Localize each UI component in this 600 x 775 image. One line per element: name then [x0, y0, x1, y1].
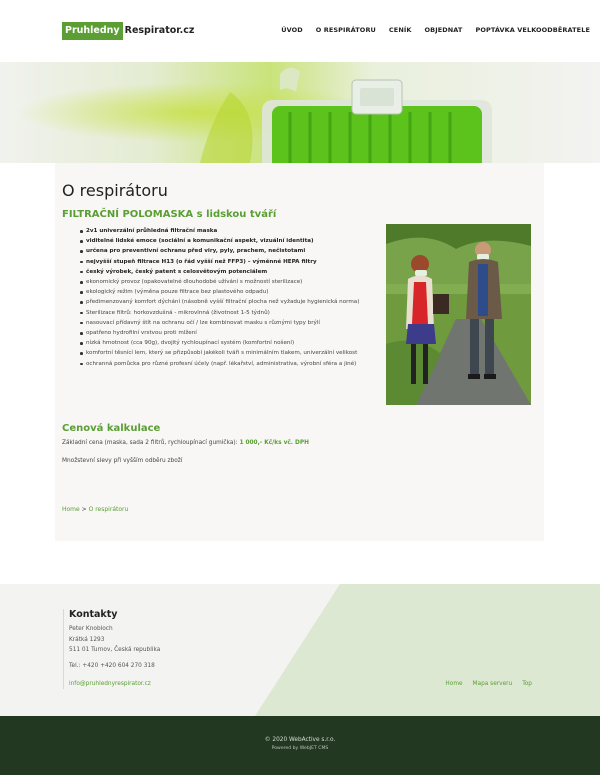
breadcrumb [62, 506, 128, 513]
feature-item: český výrobek, český patent s celosvětovým potenciálem [86, 267, 376, 277]
main-navigation [268, 26, 590, 34]
site-logo[interactable] [62, 22, 194, 40]
price-label: Základní cena (maska, sada 2 filtrů, rychloupínací gumička): [62, 440, 238, 446]
footer-link-home[interactable]: Home [445, 681, 463, 687]
feature-item: předimenzovaný komfort dýchání (násobně vyšší filtrační plocha než vyžaduje hygienická norma) [86, 297, 376, 307]
feature-item: 2v1 univerzální průhledná filtrační maska [86, 226, 376, 236]
feature-item: určena pro preventivní ochranu před viry, pyly, prachem, nečistotami [86, 246, 376, 256]
breadcrumb-current[interactable]: O respirátoru [88, 506, 129, 513]
footer-links [435, 681, 532, 687]
contact-street: Krátká 1293 [69, 637, 105, 643]
contacts-title: Kontakty [69, 609, 118, 620]
contact-email-link[interactable]: info@pruhlednyrespirator.cz [69, 681, 151, 687]
copyright: © 2020 WebActive s.r.o. [264, 737, 336, 743]
logo-text: Respirator.cz [124, 25, 195, 36]
footer-link-sitemap[interactable]: Mapa serveru [472, 681, 513, 687]
feature-item: komfortní těsnící lem, který se přizpůsobí jakékoli tváři s minimálním tlakem, univerzální velikost [86, 348, 376, 358]
feature-item: nejvyšší stupeň filtrace H13 (o řád vyšší než FFP3) – výměnné HEPA filtry [86, 257, 376, 267]
nav-item-o-respiratoru[interactable]: O RESPIRÁTORU [315, 26, 376, 34]
contact-name: Peter Knobloch [69, 626, 113, 632]
price-value: 1 000,- Kč/ks vč. DPH [239, 440, 309, 446]
price-line [62, 440, 309, 446]
nav-item-poptavka[interactable]: POPTÁVKA VELKOODBĚRATELE [475, 26, 590, 34]
feature-item: viditelné lidské emoce (sociální a komunikační aspekt, vizuální identita) [86, 236, 376, 246]
nav-item-cenik[interactable]: CENÍK [388, 26, 412, 34]
breadcrumb-home[interactable]: Home [62, 506, 80, 513]
feature-item: opatřeno hydrofilní vrstvou proti mlžení [86, 328, 376, 338]
price-calc-title: Cenová kalkulace [62, 423, 161, 434]
feature-item: Sterilizace filtrů: horkovzdušná - mikrovlnná (životnost 1-5 týdnů) [86, 308, 376, 318]
contact-divider [63, 609, 64, 689]
page-title: O respirátoru [62, 181, 168, 200]
powered-by[interactable]: Powered by WebJET CMS [271, 746, 329, 751]
feature-item: ekonomický provoz (opakovatelné dlouhodobé užívání s možností sterilizace) [86, 277, 376, 287]
feature-list [86, 226, 376, 369]
product-photo [386, 224, 531, 405]
contact-city: 511 01 Turnov, Česká republika [69, 647, 161, 653]
page-subtitle: FILTRAČNÍ POLOMASKA s lidskou tváří [62, 209, 277, 220]
feature-item: ochranná pomůcka pro různé profesní účely (např. lékařství, administrativa, výrobní sféra a jiné) [86, 359, 376, 369]
site-header [0, 0, 600, 62]
feature-item: ekologický režim (výměna pouze filtrace bez plastového odpadu) [86, 287, 376, 297]
discount-note: Množstevní slevy při vyšším odběru zboží [62, 458, 183, 464]
feature-item: nasouvací přídavný štít na ochranu očí / lze kombinovat masku s různými typy brýlí [86, 318, 376, 328]
nav-item-uvod[interactable]: ÚVOD [281, 26, 303, 34]
logo-highlight: Pruhledny [62, 22, 123, 40]
hero-image [0, 62, 600, 163]
contact-phone: Tel.: +420 +420 604 270 318 [69, 663, 155, 669]
breadcrumb-separator: > [81, 506, 87, 513]
nav-item-objednat[interactable]: OBJEDNAT [424, 26, 463, 34]
feature-item: nízká hmotnost (cca 90g), dvojitý rychloupínací systém (komfortní nošení) [86, 338, 376, 348]
footer-link-top[interactable]: Top [522, 681, 532, 687]
